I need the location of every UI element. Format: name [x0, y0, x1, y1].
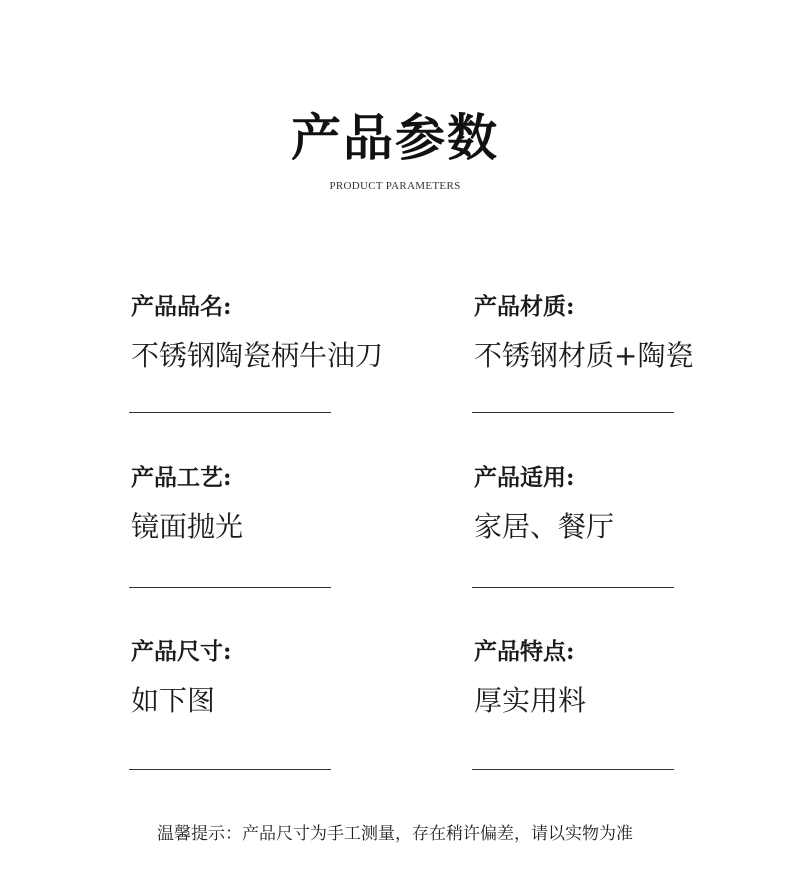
footer-note: 温馨提示：产品尺寸为手工测量，存在稍许偏差，请以实物为准	[157, 824, 633, 844]
page-title: 产品参数	[291, 108, 499, 167]
param-value: 不锈钢材质+陶瓷	[474, 339, 694, 372]
divider-line	[129, 412, 331, 413]
param-product-name	[131, 292, 421, 374]
divider-line	[472, 412, 674, 413]
param-value: 如下图	[131, 684, 216, 717]
param-label: 产品适用:	[474, 464, 575, 491]
param-value: 不锈钢陶瓷柄牛油刀	[131, 339, 384, 372]
param-feature	[474, 637, 764, 719]
param-value: 厚实用料	[474, 684, 587, 717]
param-label: 产品材质:	[474, 293, 575, 320]
param-value: 镜面抛光	[131, 510, 244, 543]
page-subtitle: PRODUCT PARAMETERS	[329, 180, 461, 192]
param-usage	[474, 463, 764, 545]
param-value: 家居、餐厅	[474, 510, 615, 543]
param-craft	[131, 463, 421, 545]
param-label: 产品工艺:	[131, 464, 232, 491]
divider-line	[129, 769, 331, 770]
param-size	[131, 637, 421, 719]
param-label: 产品特点:	[474, 638, 575, 665]
param-material	[474, 292, 764, 374]
param-label: 产品品名:	[131, 293, 232, 320]
param-label: 产品尺寸:	[131, 638, 232, 665]
divider-line	[472, 769, 674, 770]
divider-line	[129, 587, 331, 588]
divider-line	[472, 587, 674, 588]
